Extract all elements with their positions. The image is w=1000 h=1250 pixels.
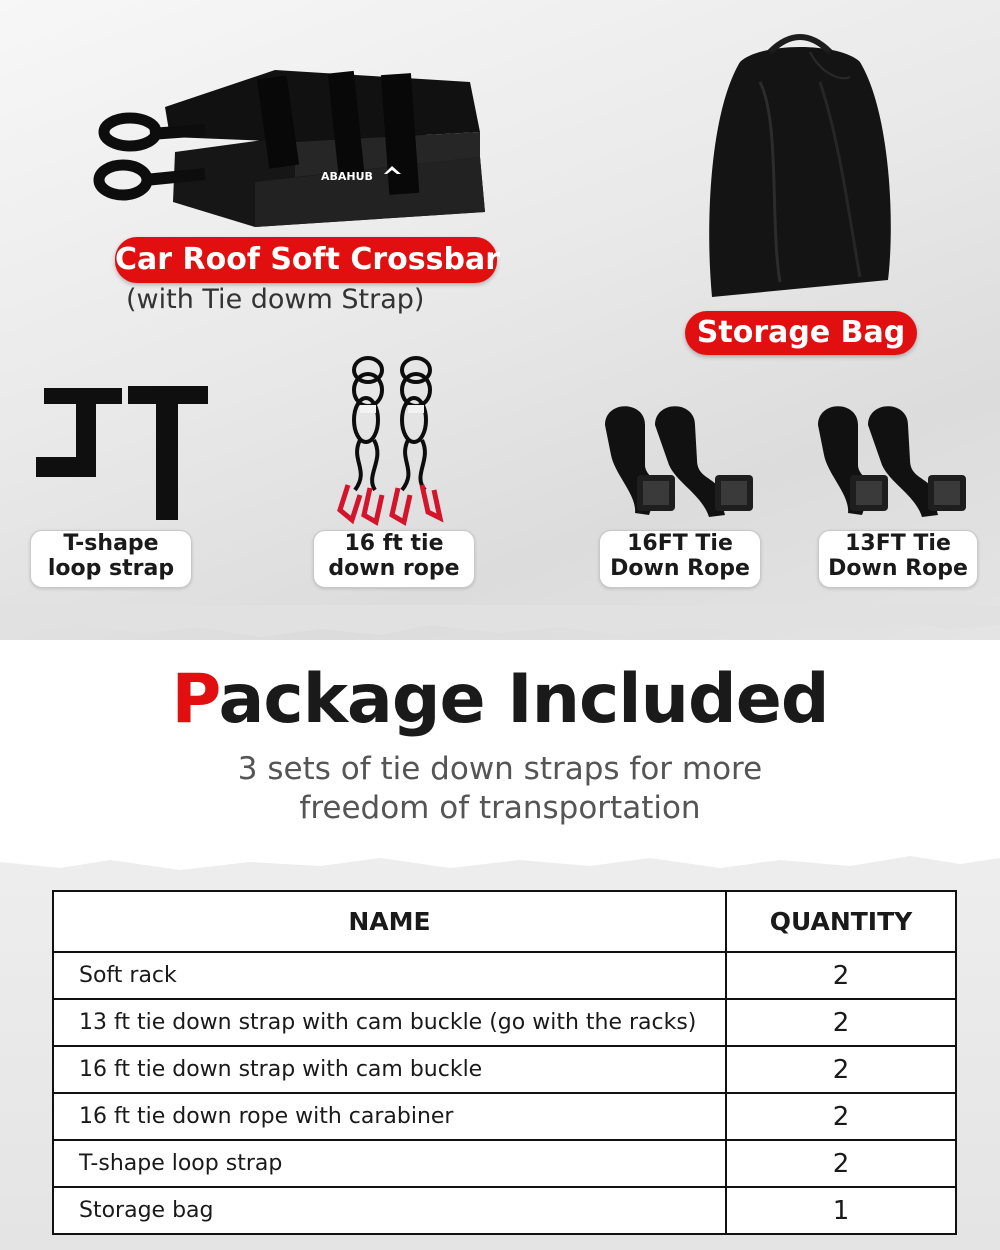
- item-quantity: 2: [726, 1140, 956, 1187]
- t-strap-illustration: [30, 382, 220, 522]
- rope-label: 16 ft tie down rope: [313, 530, 475, 588]
- crossbar-label: Car Roof Soft Crossbar: [115, 237, 497, 283]
- coiled-rope-illustration: [330, 350, 460, 525]
- strap-13ft-label: 13FT Tie Down Rope: [818, 530, 978, 588]
- quantity-column-header: QUANTITY: [726, 891, 956, 952]
- item-name: 13 ft tie down strap with cam buckle (go with the racks): [53, 999, 726, 1046]
- table-row: [53, 1046, 956, 1093]
- table-row: [53, 1187, 956, 1234]
- svg-text:ABAHUB: ABAHUB: [321, 170, 373, 183]
- crossbar-note: (with Tie dowm Strap): [126, 284, 425, 315]
- table-row: [53, 1093, 956, 1140]
- item-name: T-shape loop strap: [53, 1140, 726, 1187]
- item-quantity: 2: [726, 952, 956, 999]
- strap-16ft-label: 16FT Tie Down Rope: [599, 530, 761, 588]
- table-row: [53, 952, 956, 999]
- item-name: 16 ft tie down strap with cam buckle: [53, 1046, 726, 1093]
- item-name: 16 ft tie down rope with carabiner: [53, 1093, 726, 1140]
- name-column-header: NAME: [53, 891, 726, 952]
- t-strap-label: T-shape loop strap: [30, 530, 192, 588]
- cam-strap-13ft-illustration: [810, 395, 990, 525]
- brush-edge-bottom: [0, 852, 1000, 882]
- package-table: [52, 890, 957, 1235]
- item-quantity: 2: [726, 1046, 956, 1093]
- table-header-row: [53, 891, 956, 952]
- item-name: Storage bag: [53, 1187, 726, 1234]
- drawstring-bag-illustration: [700, 22, 900, 302]
- crossbar-pads-illustration: [95, 62, 505, 232]
- storage-bag-label: Storage Bag: [685, 311, 917, 355]
- page-subtitle: 3 sets of tie down straps for more freedom of transportation: [237, 751, 763, 826]
- item-quantity: 1: [726, 1187, 956, 1234]
- cam-strap-16ft-illustration: [597, 395, 777, 525]
- item-name: Soft rack: [53, 952, 726, 999]
- table-row: [53, 1140, 956, 1187]
- page-heading: Package Included: [171, 660, 829, 739]
- item-quantity: 2: [726, 1093, 956, 1140]
- brush-edge-top: [0, 605, 1000, 645]
- item-quantity: 2: [726, 999, 956, 1046]
- table-row: [53, 999, 956, 1046]
